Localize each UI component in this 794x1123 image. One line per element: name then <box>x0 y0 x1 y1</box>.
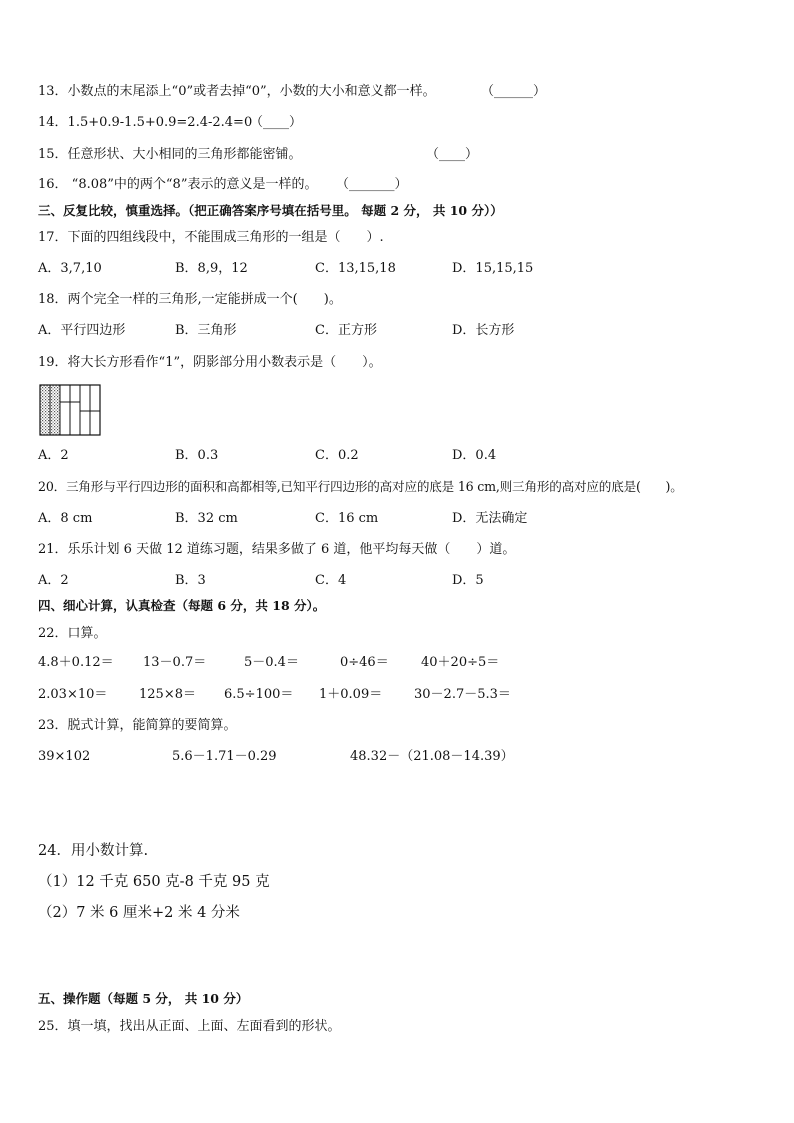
mental-math-item: 5－0.4＝ <box>244 655 299 670</box>
step-calc-item: 5.6－1.71－0.29 <box>172 749 277 764</box>
question-21-option-c[interactable]: C．4 <box>315 573 347 588</box>
question-15-answer-blank[interactable]: （____） <box>426 147 479 162</box>
question-19-figure <box>39 384 101 436</box>
question-21: 21．乐乐计划 6 天做 12 道练习题，结果多做了 6 道，他平均每天做（ ）道。 <box>38 542 516 557</box>
question-18-option-d[interactable]: D．长方形 <box>452 323 515 338</box>
question-18-option-c[interactable]: C．正方形 <box>315 323 377 338</box>
section-4-heading: 四、细心计算，认真检查（每题 6 分，共 18 分）。 <box>38 598 326 613</box>
question-19: 19．将大长方形看作“1”，阴影部分用小数表示是（ ）。 <box>38 355 382 370</box>
question-23: 23．脱式计算，能简算的要简算。 <box>38 718 237 733</box>
question-18-option-b[interactable]: B．三角形 <box>175 323 237 338</box>
section-5-heading: 五、操作题（每题 5 分， 共 10 分） <box>38 991 249 1006</box>
question-25: 25．填一填，找出从正面、上面、左面看到的形状。 <box>38 1019 341 1034</box>
question-17-option-a[interactable]: A．3,7,10 <box>38 261 102 276</box>
step-calc-item: 48.32－（21.08－14.39） <box>350 749 514 764</box>
question-21-option-d[interactable]: D．5 <box>452 573 484 588</box>
mental-math-item: 2.03×10＝ <box>38 687 108 702</box>
question-19-option-c[interactable]: C．0.2 <box>315 448 359 463</box>
question-18: 18．两个完全一样的三角形,一定能拼成一个( )。 <box>38 292 342 307</box>
question-14-answer-blank[interactable]: （____） <box>250 115 303 130</box>
question-20-option-a[interactable]: A．8 cm <box>38 511 93 526</box>
question-19-option-b[interactable]: B．0.3 <box>175 448 219 463</box>
question-21-option-b[interactable]: B．3 <box>175 573 206 588</box>
section-3-heading: 三、反复比较，慎重选择。（把正确答案序号填在括号里。 每题 2 分， 共 10 分）） <box>38 203 503 218</box>
question-20-option-c[interactable]: C．16 cm <box>315 511 379 526</box>
mental-math-item: 6.5÷100＝ <box>224 687 294 702</box>
question-13-answer-blank[interactable]: （______） <box>481 84 547 99</box>
step-calc-item: 39×102 <box>38 749 91 764</box>
question-16-text: 16． “8.08”中的两个“8”表示的意义是一样的。 <box>38 177 318 192</box>
question-17: 17．下面的四组线段中，不能围成三角形的一组是（ ）. <box>38 230 384 245</box>
mental-math-item: 4.8＋0.12＝ <box>38 655 114 670</box>
question-24: 24．用小数计算. <box>38 843 149 859</box>
question-18-option-a[interactable]: A．平行四边形 <box>38 323 126 338</box>
question-20: 20．三角形与平行四边形的面积和高都相等,已知平行四边形的高对应的底是 16 cm,则三角形的高对应的底是( )。 <box>38 479 683 494</box>
question-20-option-d[interactable]: D．无法确定 <box>452 511 528 526</box>
question-24-item-2: （2）7 米 6 厘米+2 米 4 分米 <box>38 905 240 921</box>
mental-math-item: 40＋20÷5＝ <box>421 655 500 670</box>
mental-math-item: 1＋0.09＝ <box>319 687 383 702</box>
question-16 <box>38 177 408 192</box>
question-21-option-a[interactable]: A．2 <box>38 573 69 588</box>
mental-math-item: 0÷46＝ <box>340 655 389 670</box>
question-16-answer-blank[interactable]: （_______） <box>336 177 408 192</box>
question-13 <box>38 84 547 99</box>
question-20-option-b[interactable]: B．32 cm <box>175 511 238 526</box>
question-24-item-1: （1）12 千克 650 克-8 千克 95 克 <box>38 874 270 890</box>
question-22: 22．口算。 <box>38 626 107 641</box>
question-15-text: 15．任意形状、大小相同的三角形都能密铺。 <box>38 147 302 162</box>
question-17-option-b[interactable]: B．8,9，12 <box>175 261 248 276</box>
question-13-text: 13．小数点的末尾添上“0”或者去掉“0”，小数的大小和意义都一样。 <box>38 84 436 99</box>
mental-math-item: 13－0.7＝ <box>143 655 207 670</box>
mental-math-item: 30－2.7－5.3＝ <box>414 687 511 702</box>
question-19-option-d[interactable]: D．0.4 <box>452 448 497 463</box>
question-17-option-c[interactable]: C．13,15,18 <box>315 261 396 276</box>
question-15 <box>38 147 479 162</box>
question-14-text: 14．1.5+0.9-1.5+0.9=2.4-2.4=0 <box>38 115 253 130</box>
mental-math-item: 125×8＝ <box>139 687 196 702</box>
question-14 <box>38 115 303 130</box>
question-17-option-d[interactable]: D．15,15,15 <box>452 261 534 276</box>
question-19-option-a[interactable]: A．2 <box>38 448 69 463</box>
